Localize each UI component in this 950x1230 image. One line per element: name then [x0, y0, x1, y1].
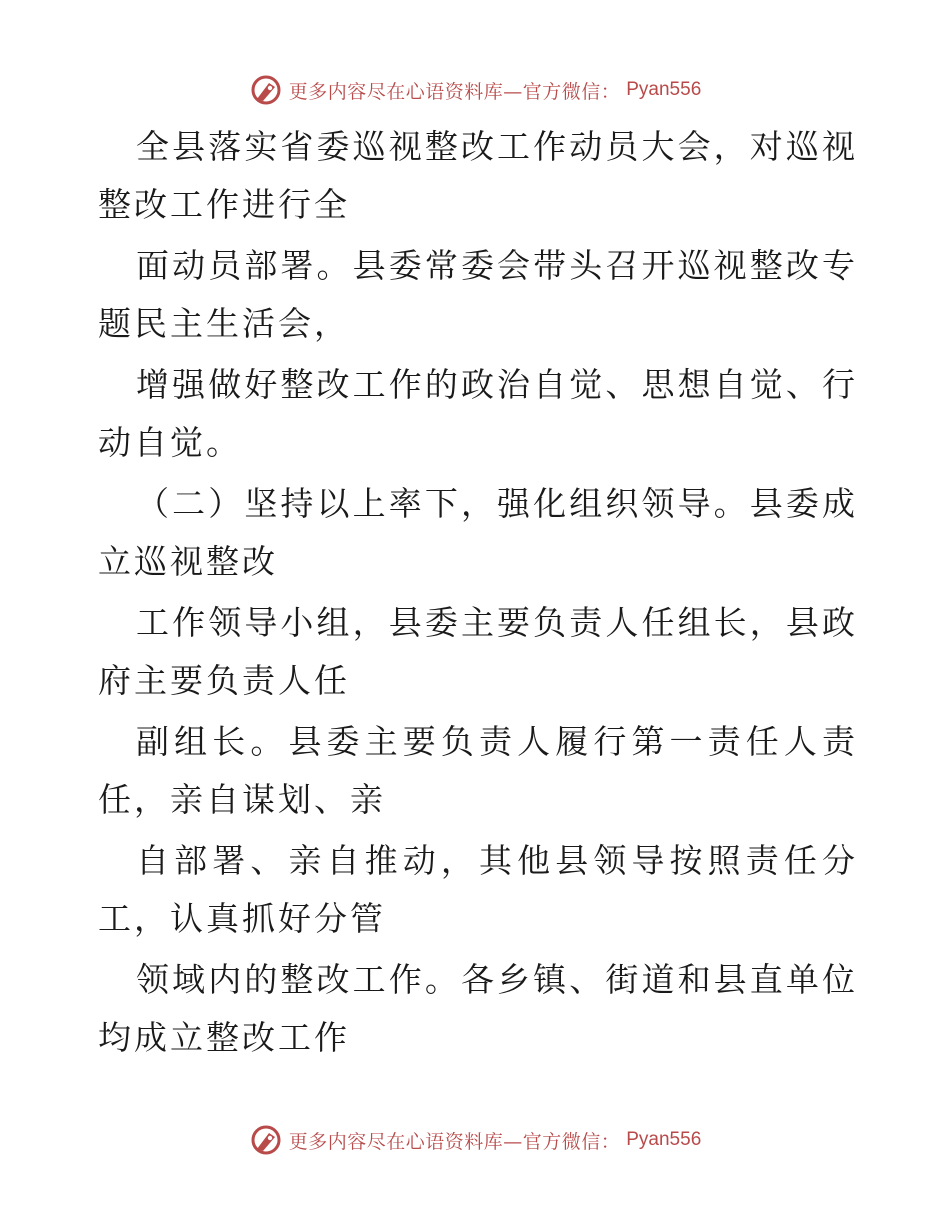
- paragraph-8: 领域内的整改工作。各乡镇、街道和县直单位均成立整改工作: [98, 960, 858, 1057]
- paragraph-5: 工作领导小组，县委主要负责人任组长，县政府主要负责人任: [98, 603, 858, 700]
- pen-nib-logo-icon: [249, 73, 283, 107]
- paragraph-2: 面动员部署。县委常委会带头召开巡视整改专题民主生活会，: [98, 246, 858, 343]
- document-body: [98, 118, 858, 1070]
- paragraph-4: （二）坚持以上率下，强化组织领导。县委成立巡视整改: [98, 484, 858, 581]
- pen-nib-logo-icon: [249, 1123, 283, 1157]
- footer-banner: [0, 1120, 950, 1160]
- footer-wechat-id: Pyan556: [626, 1129, 702, 1150]
- paragraph-7: 自部署、亲自推动，其他县领导按照责任分工，认真抓好分管: [98, 841, 858, 938]
- paragraph-6: 副组长。县委主要负责人履行第一责任人责任，亲自谋划、亲: [98, 722, 858, 819]
- paragraph-1: 全县落实省委巡视整改工作动员大会，对巡视整改工作进行全: [98, 127, 858, 224]
- header-banner: [0, 70, 950, 110]
- header-wechat-id: Pyan556: [626, 79, 702, 100]
- footer-site-text: 更多内容尽在心语资料库—官方微信：: [288, 1130, 621, 1153]
- paragraph-3: 增强做好整改工作的政治自觉、思想自觉、行动自觉。: [98, 365, 858, 462]
- header-site-text: 更多内容尽在心语资料库—官方微信：: [288, 80, 621, 103]
